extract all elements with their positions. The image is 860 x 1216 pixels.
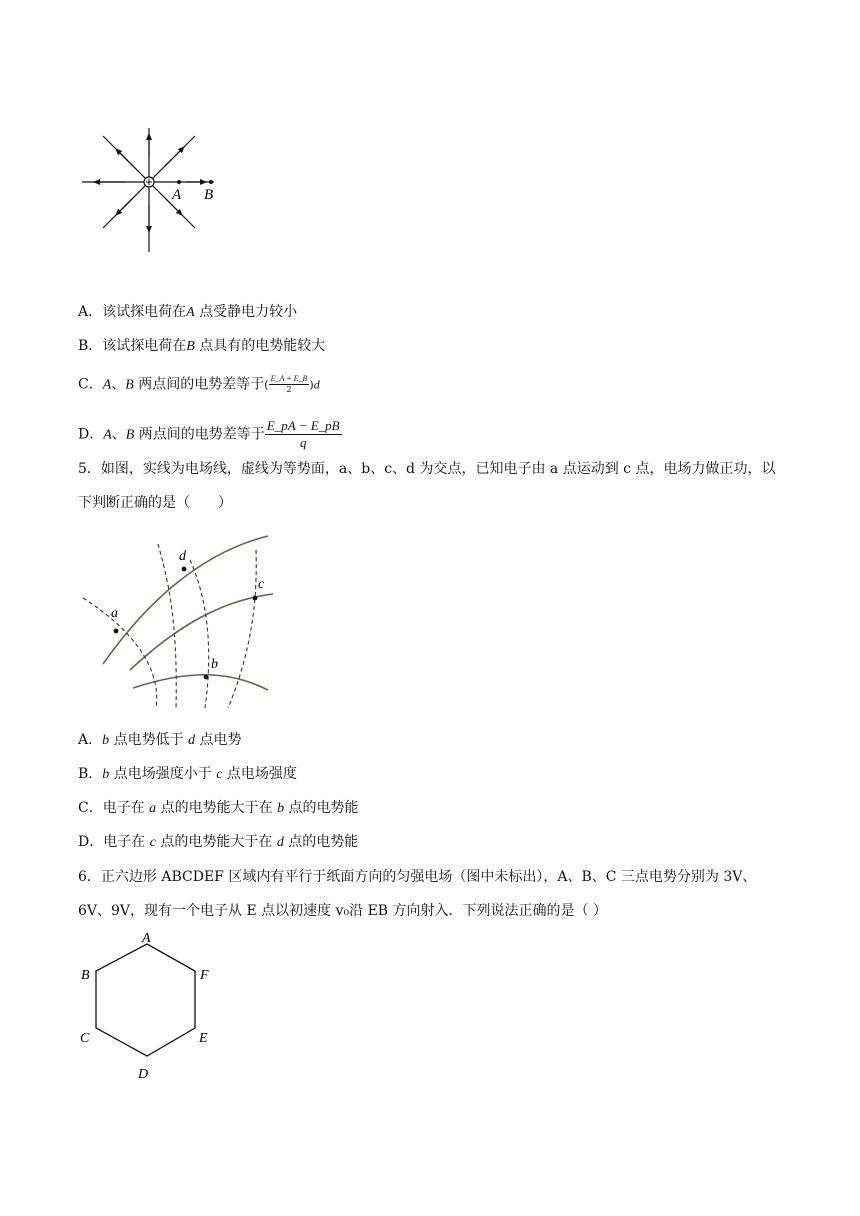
vertex-label-C: C	[80, 1031, 90, 1046]
point-label-A: A	[172, 187, 182, 203]
vertex-label-D: D	[138, 1067, 149, 1082]
point-label-d: d	[179, 549, 186, 564]
q4-option-a: A．该试探电荷在A 点受静电力较小	[78, 304, 298, 320]
q5-option-d: D．电子在 c 点的电势能大于在 d 点的电势能	[78, 834, 359, 850]
point-label-a: a	[111, 606, 118, 621]
fraction-ea-eb: $\frac{E\_A + E\_B}{2}$	[270, 374, 308, 394]
q5-option-b: B．b 点电场强度小于 c 点电场强度	[78, 766, 297, 782]
fraction-epa-epb: $\frac{E\_pA - E\_pB}{q}$	[266, 418, 340, 450]
hexagon-figure	[72, 926, 222, 1086]
q5-option-a: A．b 点电势低于 d 点电势	[78, 732, 242, 748]
point-label-b: b	[211, 657, 218, 672]
field-lines-equipotential-figure	[78, 530, 283, 710]
q6-stem: 6．正六边形 ABCDEF 区域内有平行于纸面方向的匀强电场（图中未标出），A、B、C 三点电势分别为 3V、6V、9V，现有一个电子从 E 点以初速度 v₀沿 EB 方向射入．下列说法正确的是（ ）	[78, 869, 757, 919]
vertex-label-F: F	[200, 968, 209, 983]
vertex-label-B: B	[81, 968, 90, 983]
q5-option-c: C．电子在 a 点的电势能大于在 b 点的电势能	[78, 800, 359, 816]
q4-option-d: D．A、B 两点间的电势差等于 $\frac{E\_pA - E\_pB}{q}$	[78, 418, 340, 450]
vertex-label-A: A	[142, 931, 151, 946]
q5-stem: 5．如图，实线为电场线，虚线为等势面，a、b、c、d 为交点，已知电子由 a 点运动到 c 点，电场力做正功，以下判断正确的是（ ）	[78, 461, 776, 511]
point-charge-field-figure	[78, 128, 228, 256]
q4-option-b: B．该试探电荷在B 点具有的电势能较大	[78, 338, 326, 354]
q4-option-c: C．A、B 两点间的电势差等于( $\frac{E\_A + E\_B}{2}$ )d	[78, 374, 320, 394]
vertex-label-E: E	[199, 1031, 208, 1046]
point-label-c: c	[258, 577, 265, 592]
point-label-B: B	[204, 187, 214, 203]
